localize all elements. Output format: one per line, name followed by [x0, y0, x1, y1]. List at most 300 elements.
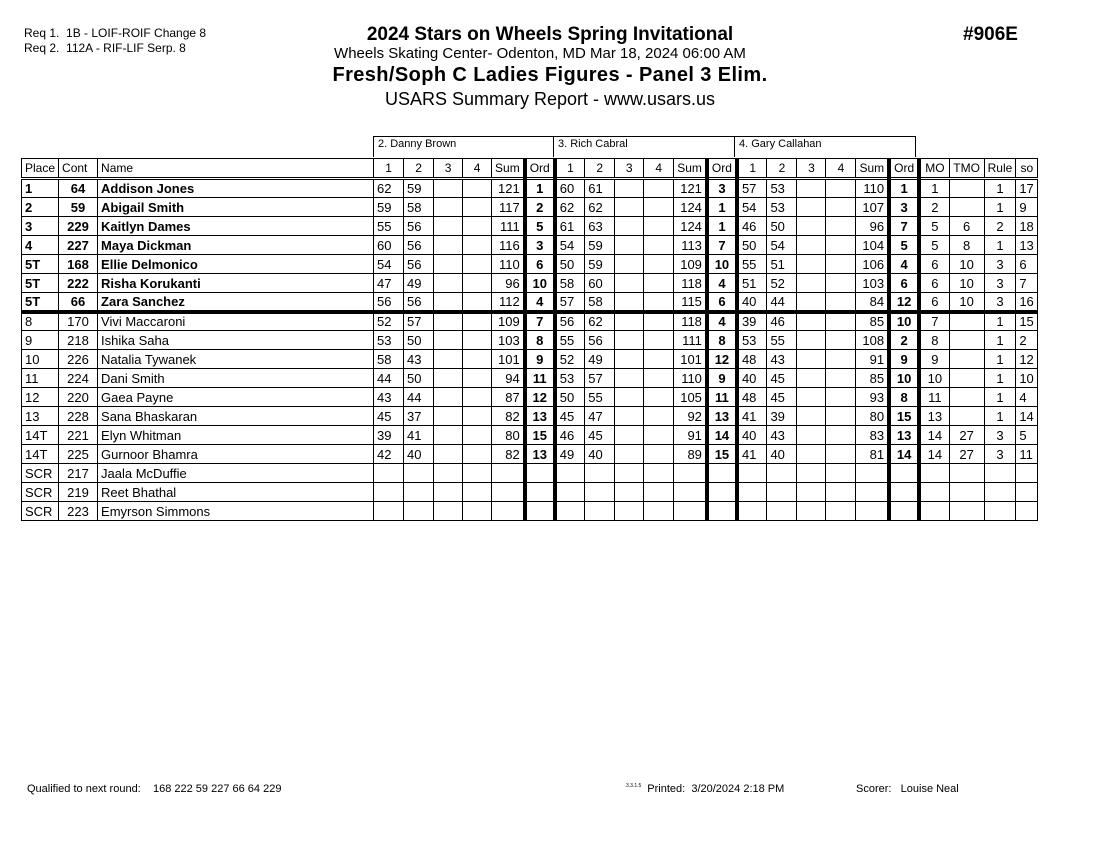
mo-cell	[919, 502, 949, 521]
judge-score-cell	[463, 331, 492, 350]
judge-sum-cell: 106	[856, 255, 889, 274]
judge-score-cell	[644, 217, 674, 236]
contestant-number-cell: 217	[59, 464, 98, 483]
judge-score-cell: 57	[404, 312, 434, 331]
judge-score-cell	[434, 217, 463, 236]
skater-name-cell: Zara Sanchez	[98, 293, 374, 312]
results-body	[22, 179, 1038, 521]
judge-sum-cell: 83	[856, 426, 889, 445]
tmo-cell	[949, 198, 984, 217]
judge-score-cell: 56	[374, 293, 404, 312]
place-cell: 14T	[22, 426, 59, 445]
requirement-label: Req 1.	[24, 26, 60, 40]
judge-sum-cell	[856, 483, 889, 502]
judge-header-2: 3. Rich Cabral	[553, 136, 735, 157]
judge-score-cell	[434, 445, 463, 464]
mo-cell: 5	[919, 217, 949, 236]
rule-cell: 1	[984, 198, 1016, 217]
contestant-number-cell: 218	[59, 331, 98, 350]
so-cell: 9	[1016, 198, 1038, 217]
judge-score-cell: 55	[555, 331, 585, 350]
judge-ordinal-cell: 5	[889, 236, 919, 255]
judge-score-cell	[767, 483, 797, 502]
judge-score-cell: 59	[585, 236, 615, 255]
judge-score-cell: 45	[767, 388, 797, 407]
judge-ordinal-cell: 11	[707, 388, 737, 407]
judge-score-cell: 58	[585, 293, 615, 312]
judge-score-cell	[404, 464, 434, 483]
judge-score-cell	[463, 217, 492, 236]
col-judge2-ord: Ord	[525, 159, 555, 179]
judge-score-cell	[434, 388, 463, 407]
judge-score-cell: 51	[767, 255, 797, 274]
judge-score-cell: 60	[555, 179, 585, 198]
table-row	[22, 293, 1038, 312]
judge-ordinal-cell: 15	[889, 407, 919, 426]
judge-score-cell: 55	[767, 331, 797, 350]
judge-score-cell	[555, 502, 585, 521]
rule-cell: 1	[984, 236, 1016, 255]
judge-ordinal-cell: 12	[707, 350, 737, 369]
judge-score-cell: 59	[404, 179, 434, 198]
so-cell: 2	[1016, 331, 1038, 350]
judge-score-cell	[615, 388, 644, 407]
judge-score-cell	[644, 236, 674, 255]
judge-score-cell	[797, 445, 826, 464]
judge-sum-cell: 109	[492, 312, 525, 331]
rule-cell: 1	[984, 331, 1016, 350]
judge-sum-cell: 110	[492, 255, 525, 274]
judge-score-cell: 46	[555, 426, 585, 445]
judge-score-cell: 53	[555, 369, 585, 388]
mo-cell: 8	[919, 331, 949, 350]
tmo-cell	[949, 350, 984, 369]
judge-score-cell: 45	[555, 407, 585, 426]
judge-sum-cell: 84	[856, 293, 889, 312]
report-title: USARS Summary Report - www.usars.us	[384, 89, 716, 109]
judge-score-cell	[404, 502, 434, 521]
event-number: #906E	[963, 24, 1018, 45]
judge-score-cell	[463, 388, 492, 407]
col-judge3-3: 3	[615, 159, 644, 179]
judge-score-cell	[826, 483, 856, 502]
judge-sum-cell: 107	[856, 198, 889, 217]
col-judge2-2: 2	[404, 159, 434, 179]
judge-score-cell	[615, 312, 644, 331]
judge-score-cell	[644, 179, 674, 198]
table-row	[22, 331, 1038, 350]
tmo-cell: 6	[949, 217, 984, 236]
skater-name-cell: Reet Bhathal	[98, 483, 374, 502]
judge-score-cell	[644, 369, 674, 388]
table-row	[22, 483, 1038, 502]
judge-ordinal-cell: 13	[525, 407, 555, 426]
mo-cell: 11	[919, 388, 949, 407]
col-judge3-4: 4	[644, 159, 674, 179]
rule-cell: 3	[984, 274, 1016, 293]
judge-score-cell	[644, 502, 674, 521]
judge-score-cell: 39	[374, 426, 404, 445]
judge-sum-cell: 121	[492, 179, 525, 198]
tmo-cell: 27	[949, 426, 984, 445]
judge-sum-cell: 82	[492, 407, 525, 426]
judge-score-cell: 50	[404, 369, 434, 388]
contestant-number-cell: 229	[59, 217, 98, 236]
judge-sum-cell: 91	[856, 350, 889, 369]
judge-score-cell	[434, 407, 463, 426]
judge-score-cell: 54	[767, 236, 797, 255]
judge-score-cell: 48	[737, 388, 767, 407]
place-cell: 5T	[22, 255, 59, 274]
judge-score-cell	[644, 312, 674, 331]
tmo-cell	[949, 464, 984, 483]
judge-score-cell: 49	[404, 274, 434, 293]
place-cell: 1	[22, 179, 59, 198]
judge-score-cell	[797, 217, 826, 236]
judge-sum-cell: 124	[674, 198, 707, 217]
judge-score-cell	[797, 502, 826, 521]
judge-score-cell	[797, 274, 826, 293]
judge-score-cell: 62	[585, 312, 615, 331]
judge-ordinal-cell: 13	[889, 426, 919, 445]
judge-ordinal-cell	[707, 464, 737, 483]
judge-score-cell: 41	[737, 445, 767, 464]
judge-ordinal-cell: 7	[889, 217, 919, 236]
col-judge2-3: 3	[434, 159, 463, 179]
judge-ordinal-cell	[525, 483, 555, 502]
judge-ordinal-cell: 13	[707, 407, 737, 426]
judge-score-cell: 40	[737, 293, 767, 312]
judge-sum-cell: 105	[674, 388, 707, 407]
judge-score-cell	[434, 369, 463, 388]
scorer-value: Louise Neal	[900, 783, 959, 795]
tmo-cell	[949, 369, 984, 388]
so-cell: 13	[1016, 236, 1038, 255]
judge-sum-cell: 85	[856, 312, 889, 331]
requirement-label: Req 2.	[24, 41, 60, 55]
place-cell: 11	[22, 369, 59, 388]
judge-ordinal-cell: 4	[707, 312, 737, 331]
mo-cell: 1	[919, 179, 949, 198]
judge-score-cell	[826, 274, 856, 293]
judge-score-cell: 57	[585, 369, 615, 388]
mo-cell: 9	[919, 350, 949, 369]
contestant-number-cell: 219	[59, 483, 98, 502]
judge-sum-cell: 80	[492, 426, 525, 445]
judge-score-cell	[797, 179, 826, 198]
judge-ordinal-cell: 10	[525, 274, 555, 293]
table-row	[22, 407, 1038, 426]
judge-score-cell: 40	[585, 445, 615, 464]
judge-score-cell: 47	[374, 274, 404, 293]
judge-sum-cell: 89	[674, 445, 707, 464]
table-row	[22, 426, 1038, 445]
judge-score-cell: 50	[555, 388, 585, 407]
judge-score-cell	[463, 464, 492, 483]
judge-ordinal-cell: 4	[525, 293, 555, 312]
col-judge2-1: 1	[374, 159, 404, 179]
place-cell: SCR	[22, 483, 59, 502]
judge-score-cell: 60	[374, 236, 404, 255]
judge-sum-cell: 103	[492, 331, 525, 350]
judge-sum-cell: 80	[856, 407, 889, 426]
judge-score-cell	[555, 483, 585, 502]
rule-cell: 3	[984, 426, 1016, 445]
judge-score-cell	[615, 426, 644, 445]
judge-score-cell: 49	[555, 445, 585, 464]
judge-score-cell	[434, 236, 463, 255]
judge-score-cell	[826, 293, 856, 312]
judge-sum-cell	[674, 502, 707, 521]
so-cell: 7	[1016, 274, 1038, 293]
judge-score-cell: 41	[404, 426, 434, 445]
table-row	[22, 255, 1038, 274]
judge-score-cell: 44	[404, 388, 434, 407]
judge-score-cell	[463, 445, 492, 464]
judge-sum-cell: 113	[674, 236, 707, 255]
judge-score-cell	[797, 331, 826, 350]
col-judge3-2: 2	[585, 159, 615, 179]
judge-score-cell	[797, 407, 826, 426]
judge-sum-cell: 91	[674, 426, 707, 445]
judge-score-cell	[585, 502, 615, 521]
judge-score-cell: 56	[555, 312, 585, 331]
judge-score-cell	[463, 407, 492, 426]
tmo-cell: 10	[949, 274, 984, 293]
judge-score-cell	[615, 483, 644, 502]
judge-score-cell	[434, 331, 463, 350]
judge-score-cell: 44	[374, 369, 404, 388]
rule-cell: 1	[984, 312, 1016, 331]
table-row	[22, 445, 1038, 464]
so-cell: 5	[1016, 426, 1038, 445]
judge-ordinal-cell: 15	[707, 445, 737, 464]
rule-cell: 3	[984, 445, 1016, 464]
qualified-line	[27, 783, 281, 795]
contestant-number-cell: 64	[59, 179, 98, 198]
judge-score-cell	[463, 236, 492, 255]
judge-score-cell: 41	[737, 407, 767, 426]
judge-sum-cell: 85	[856, 369, 889, 388]
judge-sum-cell: 109	[674, 255, 707, 274]
so-cell: 14	[1016, 407, 1038, 426]
judge-score-cell	[644, 483, 674, 502]
judge-score-cell: 61	[585, 179, 615, 198]
col-tmo: TMO	[949, 159, 984, 179]
judge-score-cell	[737, 502, 767, 521]
mo-cell	[919, 464, 949, 483]
judge-score-cell	[826, 331, 856, 350]
judge-ordinal-cell: 1	[707, 217, 737, 236]
judge-score-cell	[797, 293, 826, 312]
judge-ordinal-cell: 6	[525, 255, 555, 274]
rule-cell: 3	[984, 293, 1016, 312]
judge-ordinal-cell: 5	[525, 217, 555, 236]
judge-score-cell	[826, 502, 856, 521]
judge-ordinal-cell: 14	[889, 445, 919, 464]
judge-ordinal-cell: 8	[889, 388, 919, 407]
judge-ordinal-cell	[889, 464, 919, 483]
judge-score-cell: 39	[767, 407, 797, 426]
col-judge3-1: 1	[555, 159, 585, 179]
place-cell: 3	[22, 217, 59, 236]
judge-sum-cell: 108	[856, 331, 889, 350]
place-cell: 10	[22, 350, 59, 369]
mo-cell: 13	[919, 407, 949, 426]
table-row	[22, 217, 1038, 236]
place-cell: 14T	[22, 445, 59, 464]
judge-score-cell	[585, 483, 615, 502]
col-judge4-3: 3	[797, 159, 826, 179]
judge-score-cell: 48	[737, 350, 767, 369]
place-cell: SCR	[22, 502, 59, 521]
judge-score-cell: 56	[404, 293, 434, 312]
judge-score-cell	[463, 198, 492, 217]
judge-sum-cell: 82	[492, 445, 525, 464]
skater-name-cell: Elyn Whitman	[98, 426, 374, 445]
judge-score-cell: 56	[404, 217, 434, 236]
judge-sum-cell: 87	[492, 388, 525, 407]
judge-sum-cell	[856, 464, 889, 483]
qualified-label: Qualified to next round:	[27, 783, 141, 795]
judge-score-cell	[826, 255, 856, 274]
rule-cell: 1	[984, 407, 1016, 426]
judge-score-cell: 50	[767, 217, 797, 236]
judge-ordinal-cell: 14	[707, 426, 737, 445]
rule-cell: 1	[984, 350, 1016, 369]
judge-sum-cell	[856, 502, 889, 521]
judge-score-cell	[826, 369, 856, 388]
judge-score-cell	[797, 255, 826, 274]
judge-score-cell	[463, 483, 492, 502]
place-cell: 9	[22, 331, 59, 350]
judge-ordinal-cell: 3	[525, 236, 555, 255]
judge-ordinal-cell	[525, 502, 555, 521]
judge-score-cell: 53	[767, 198, 797, 217]
judge-score-cell: 52	[374, 312, 404, 331]
judge-score-cell: 43	[767, 350, 797, 369]
judge-ordinal-cell: 8	[707, 331, 737, 350]
place-cell: SCR	[22, 464, 59, 483]
table-row	[22, 236, 1038, 255]
contestant-number-cell: 59	[59, 198, 98, 217]
table-row	[22, 464, 1038, 483]
judge-score-cell	[434, 198, 463, 217]
contestant-number-cell: 225	[59, 445, 98, 464]
judge-score-cell	[826, 388, 856, 407]
requirement-value: 112A - RIF-LIF Serp. 8	[66, 41, 186, 55]
judge-score-cell	[644, 350, 674, 369]
tmo-cell	[949, 407, 984, 426]
tmo-cell: 27	[949, 445, 984, 464]
requirement-1	[24, 26, 206, 40]
so-cell: 4	[1016, 388, 1038, 407]
judge-score-cell	[404, 483, 434, 502]
so-cell: 16	[1016, 293, 1038, 312]
contestant-number-cell: 170	[59, 312, 98, 331]
rule-cell: 1	[984, 179, 1016, 198]
printed-label: Printed:	[647, 783, 686, 795]
contestant-number-cell: 222	[59, 274, 98, 293]
judge-sum-cell	[492, 464, 525, 483]
contestant-number-cell: 227	[59, 236, 98, 255]
judge-score-cell	[615, 198, 644, 217]
mo-cell: 2	[919, 198, 949, 217]
judge-score-cell: 40	[767, 445, 797, 464]
judge-score-cell	[797, 350, 826, 369]
judge-score-cell: 54	[374, 255, 404, 274]
results-table	[21, 158, 1038, 521]
judge-ordinal-cell: 12	[525, 388, 555, 407]
so-cell: 18	[1016, 217, 1038, 236]
rule-cell: 2	[984, 217, 1016, 236]
judge-score-cell: 53	[374, 331, 404, 350]
judge-score-cell: 49	[585, 350, 615, 369]
judge-score-cell	[585, 464, 615, 483]
skater-name-cell: Abigail Smith	[98, 198, 374, 217]
judge-sum-cell: 110	[674, 369, 707, 388]
version-text: 3.3.1.5	[626, 783, 642, 789]
col-judge2-4: 4	[463, 159, 492, 179]
so-cell: 12	[1016, 350, 1038, 369]
judge-score-cell	[826, 198, 856, 217]
judge-score-cell	[434, 179, 463, 198]
judge-score-cell	[374, 464, 404, 483]
tmo-cell	[949, 331, 984, 350]
judge-score-cell	[797, 426, 826, 445]
judge-score-cell	[374, 502, 404, 521]
judge-sum-cell: 101	[492, 350, 525, 369]
judge-sum-cell: 96	[492, 274, 525, 293]
judge-score-cell: 53	[767, 179, 797, 198]
judge-sum-cell: 117	[492, 198, 525, 217]
col-rule: Rule	[984, 159, 1016, 179]
rule-cell	[984, 502, 1016, 521]
judge-ordinal-cell: 2	[525, 198, 555, 217]
judge-score-cell	[644, 445, 674, 464]
requirement-2	[24, 41, 186, 55]
judge-sum-cell: 93	[856, 388, 889, 407]
place-cell: 5T	[22, 293, 59, 312]
judge-score-cell	[434, 464, 463, 483]
col-judge4-1: 1	[737, 159, 767, 179]
judge-score-cell: 55	[585, 388, 615, 407]
judge-score-cell	[434, 350, 463, 369]
judge-sum-cell	[492, 502, 525, 521]
contestant-number-cell: 66	[59, 293, 98, 312]
judge-score-cell: 56	[585, 331, 615, 350]
judge-score-cell	[615, 502, 644, 521]
skater-name-cell: Natalia Tywanek	[98, 350, 374, 369]
so-cell	[1016, 464, 1038, 483]
event-title: 2024 Stars on Wheels Spring Invitational	[366, 24, 734, 45]
judge-sum-cell	[674, 464, 707, 483]
judge-score-cell	[434, 255, 463, 274]
mo-cell: 14	[919, 445, 949, 464]
judge-ordinal-cell: 9	[889, 350, 919, 369]
judge-score-cell	[826, 464, 856, 483]
judge-score-cell	[826, 407, 856, 426]
judge-ordinal-cell	[707, 483, 737, 502]
judge-score-cell: 46	[737, 217, 767, 236]
judge-sum-cell: 124	[674, 217, 707, 236]
judge-ordinal-cell: 1	[707, 198, 737, 217]
rule-cell	[984, 464, 1016, 483]
judge-score-cell: 56	[404, 255, 434, 274]
judge-ordinal-cell: 3	[707, 179, 737, 198]
skater-name-cell: Vivi Maccaroni	[98, 312, 374, 331]
table-row	[22, 312, 1038, 331]
